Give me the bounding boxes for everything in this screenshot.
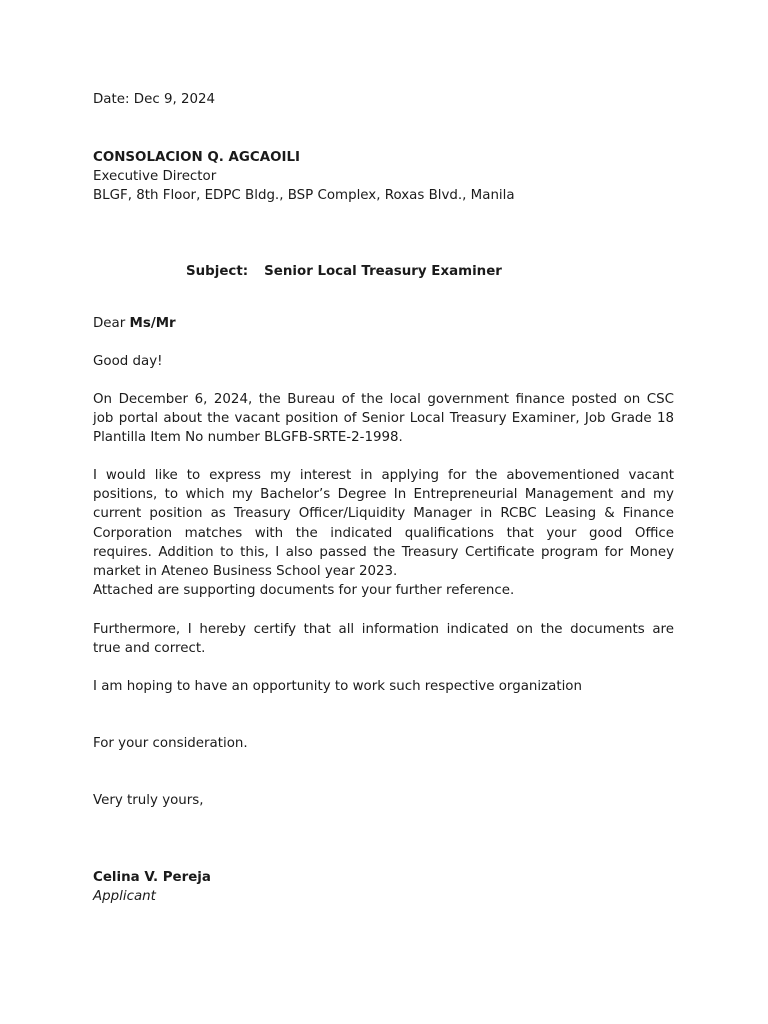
date-line: Date: Dec 9, 2024 (93, 92, 216, 107)
recipient-title: Executive Director (93, 169, 217, 184)
paragraph-hope: I am hoping to have an opportunity to work such respective organization (93, 679, 582, 694)
salutation (93, 314, 176, 333)
paragraph-line: Furthermore, I hereby certify that all information indicated on the documents are (93, 622, 674, 637)
greeting: Good day! (93, 354, 163, 369)
signatory-name: Celina V. Pereja (93, 870, 211, 885)
paragraph-line: requires. Addition to this, I also passed the Treasury Certificate program for Money (93, 544, 674, 560)
paragraph-line: Plantilla Item No number BLGFB-SRTE-2-1998. (93, 430, 403, 446)
subject-label: Subject: (186, 264, 249, 279)
recipient-address: BLGF, 8th Floor, EDPC Bldg., BSP Complex, Roxas Blvd., Manila (93, 188, 515, 203)
paragraph-certification (93, 620, 674, 658)
paragraph-line: market in Ateneo Business School year 2023. (93, 564, 398, 580)
subject-text: Senior Local Treasury Examiner (264, 264, 502, 279)
paragraph-line: job portal about the vacant position of Senior Local Treasury Examiner, Job Grade 18 (93, 411, 674, 427)
paragraph-line: positions, to which my Bachelor’s Degree In Entrepreneurial Management and my (93, 487, 674, 503)
paragraph-line: On December 6, 2024, the Bureau of the local government finance posted on CSC (93, 392, 674, 407)
closing-line: Very truly yours, (93, 793, 204, 808)
paragraph-vacancy (93, 390, 674, 448)
paragraph-line: Attached are supporting documents for your further reference. (93, 583, 515, 599)
paragraph-interest (93, 466, 674, 600)
paragraph-line: current position as Treasury Officer/Liquidity Manager in RCBC Leasing & Finance (93, 506, 674, 522)
subject-line (186, 262, 502, 281)
consideration-line: For your consideration. (93, 736, 248, 751)
paragraph-line: I would like to express my interest in applying for the abovementioned vacant (93, 468, 674, 483)
paragraph-line: Corporation matches with the indicated qualifications that your good Office (93, 525, 674, 541)
paragraph-line: true and correct. (93, 641, 206, 657)
signatory-role: Applicant (93, 889, 156, 904)
salutation-prefix: Dear (93, 316, 130, 331)
salutation-name: Ms/Mr (129, 316, 176, 331)
recipient-name: CONSOLACION Q. AGCAOILI (93, 150, 300, 165)
